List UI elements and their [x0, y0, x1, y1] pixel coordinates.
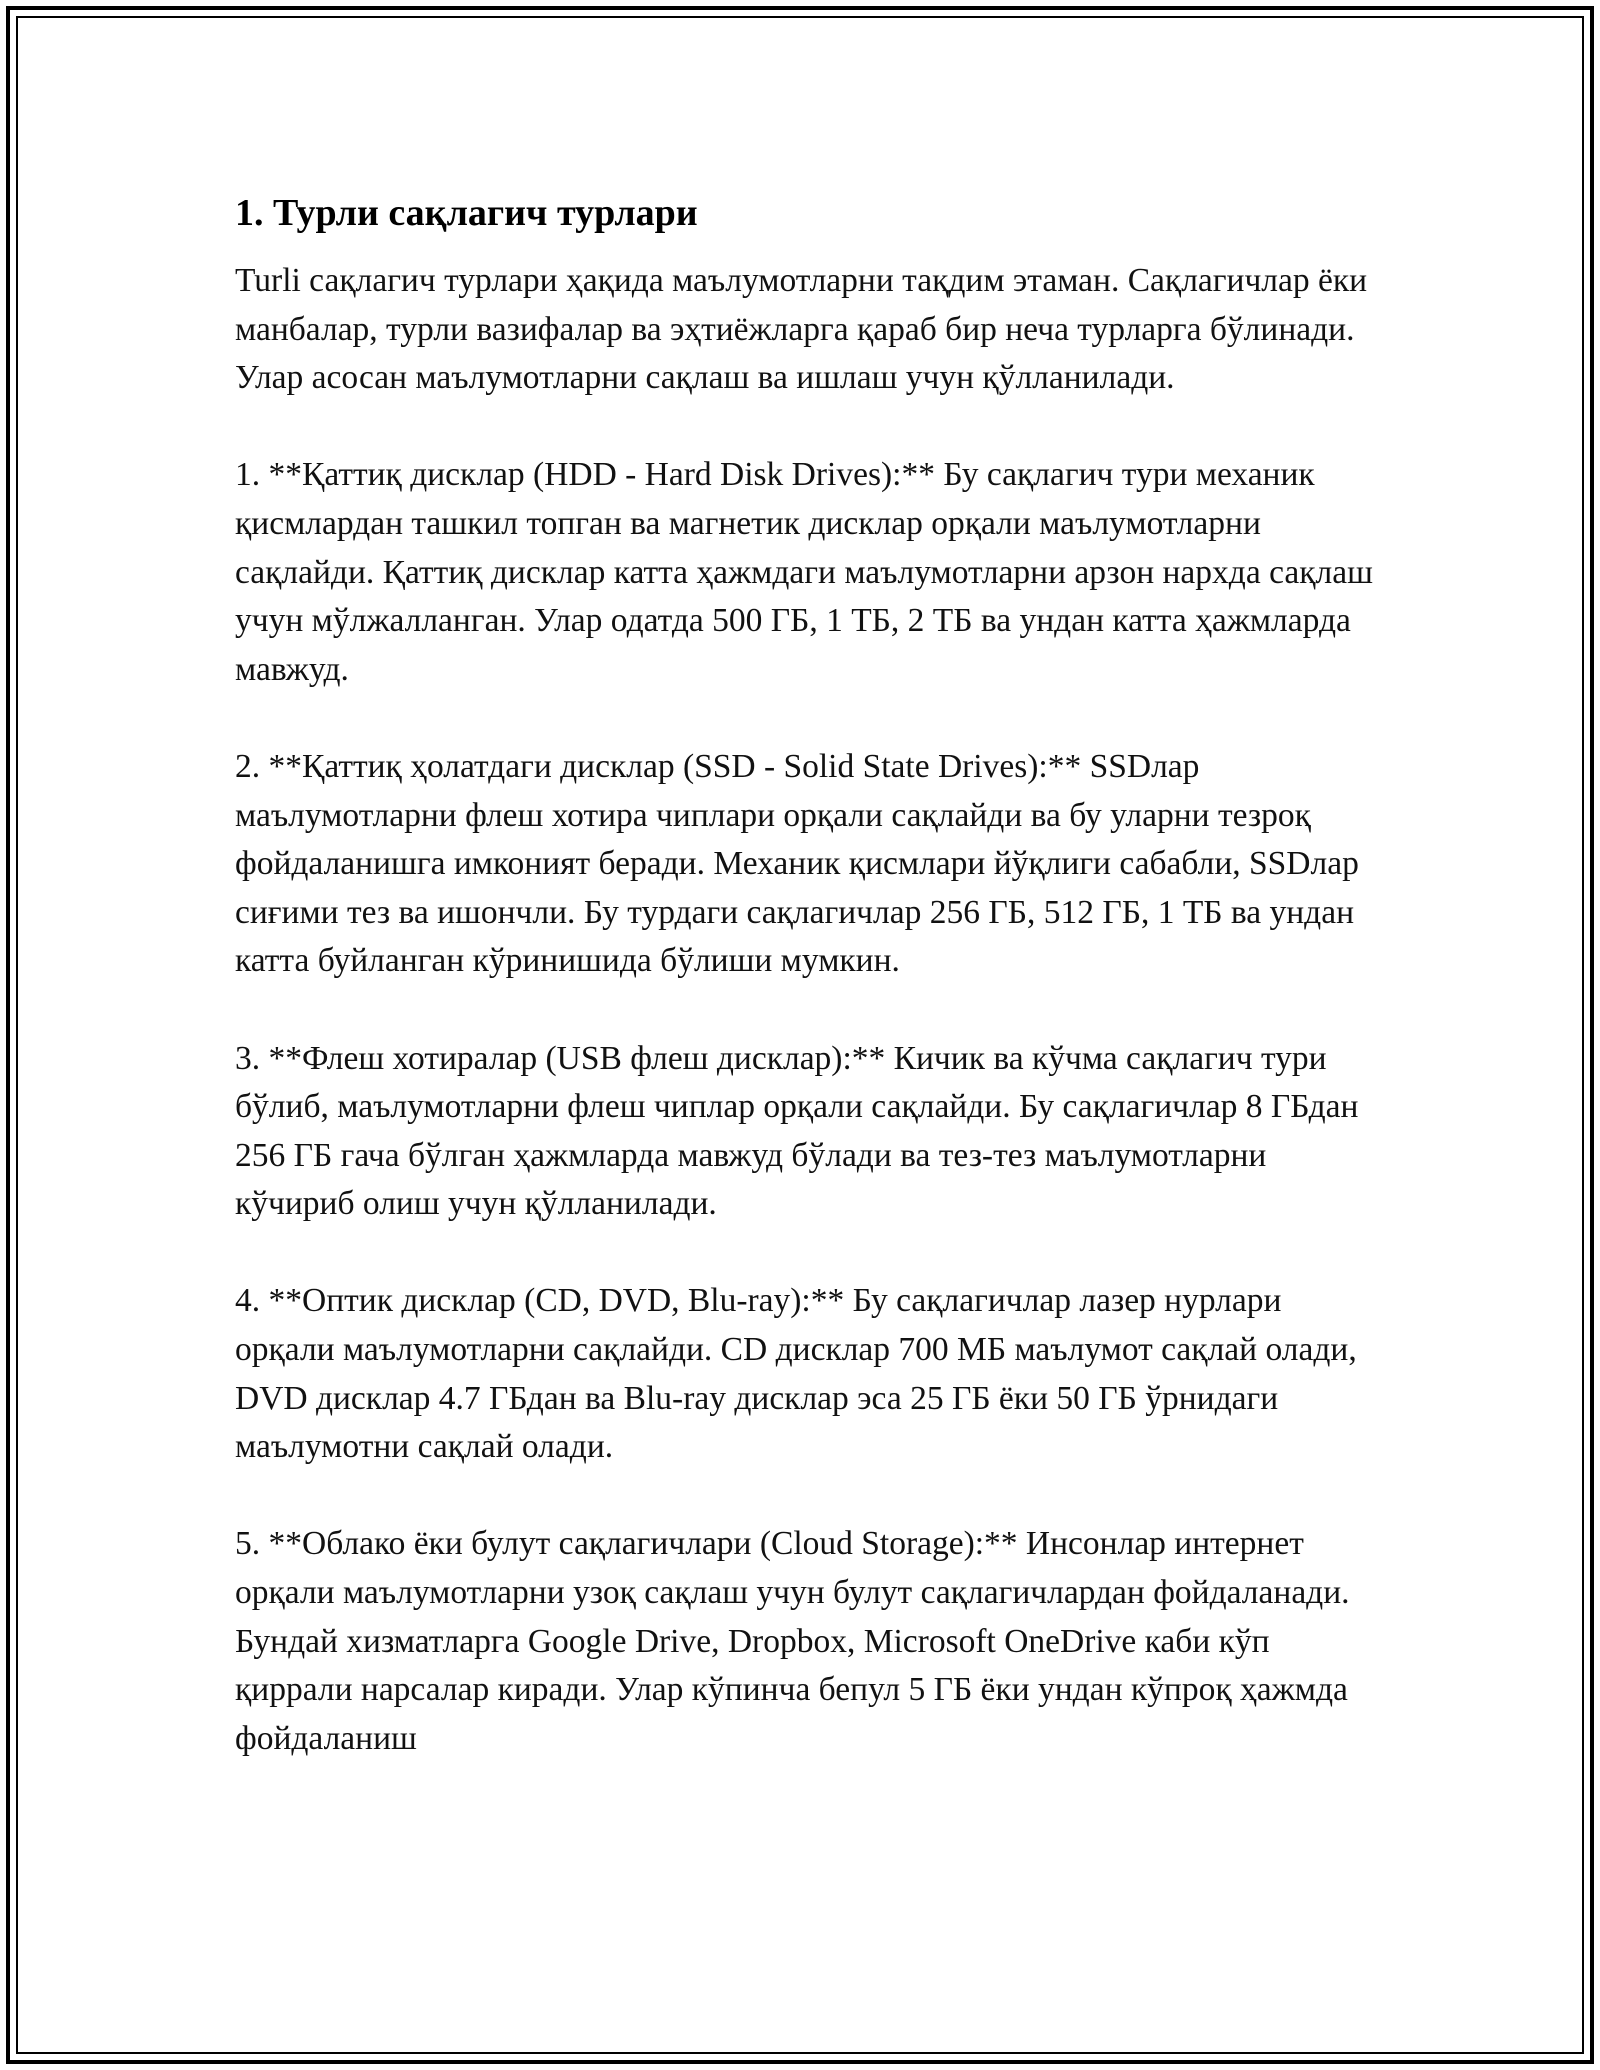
ssd-paragraph: 2. **Қаттиқ ҳолатдаги дисклар (SSD - Solid State Drives):** SSDлар маълумотларни флеш хотира чиплари орқали сақлайди ва бу уларни тезроқ фойдаланишга имконият беради. Механик қисмлари йўқлиги сабабли, SSDлар сиғими тез ва ишончли. Бу турдаги сақлагичлар 256 ГБ, 512 ГБ, 1 ТБ ва ундан катта буйланган кўринишида бўлиши мумкин.: [235, 747, 1359, 980]
section-heading: 1. Турли сақлагич турлари: [235, 192, 698, 234]
intro-paragraph: Turli сақлагич турлари ҳақида маълумотларни тақдим этаман. Сақлагичлар ёки манбалар, турли вазифалар ва эҳтиёжларга қараб бир неча турларга бўлинади. Улар асосан маълумотларни сақлаш ва ишлаш учун қўлланилади.: [235, 262, 1368, 397]
document-body: [235, 185, 1385, 1763]
optical-disc-paragraph: 4. **Оптик дисклар (CD, DVD, Blu-ray):** Бу сақлагичлар лазер нурлари орқали маълумотларни сақлайди. CD дисклар 700 МБ маълумот сақлай олади, DVD дисклар 4.7 ГБдан ва Blu-ray дисклар эса 25 ГБ ёки 50 ГБ ўрнидаги маълумотни сақлай олади.: [235, 1282, 1357, 1466]
cloud-storage-paragraph: 5. **Облако ёки булут сақлагичлари (Cloud Storage):** Инсонлар интернет орқали маълумотларни узоқ сақлаш учун булут сақлагичлардан фойдаланади. Бундай хизматларга Google Drive, Dropbox, Microsoft OneDrive каби кўп қиррали нарсалар киради. Улар кўпинча бепул 5 ГБ ёки ундан кўпроқ ҳажмда фойдаланиш: [235, 1525, 1350, 1757]
hdd-paragraph: 1. **Қаттиқ дисклар (HDD - Hard Disk Drives):** Бу сақлагич тури механик қисмлардан ташкил топган ва магнетик дисклар орқали маълумотларни сақлайди. Қаттиқ дисклар катта ҳажмдаги маълумотларни арзон нархда сақлаш учун мўлжалланган. Улар одатда 500 ГБ, 1 ТБ, 2 ТБ ва ундан катта ҳажмларда мавжуд.: [235, 456, 1373, 688]
usb-flash-paragraph: 3. **Флеш хотиралар (USB флеш дисклар):** Кичик ва кўчма сақлагич тури бўлиб, маълумотларни флеш чиплар орқали сақлайди. Бу сақлагичлар 8 ГБдан 256 ГБ гача бўлган ҳажмларда мавжуд бўлади ва тез-тез маълумотларни кўчириб олиш учун қўлланилади.: [235, 1039, 1359, 1223]
